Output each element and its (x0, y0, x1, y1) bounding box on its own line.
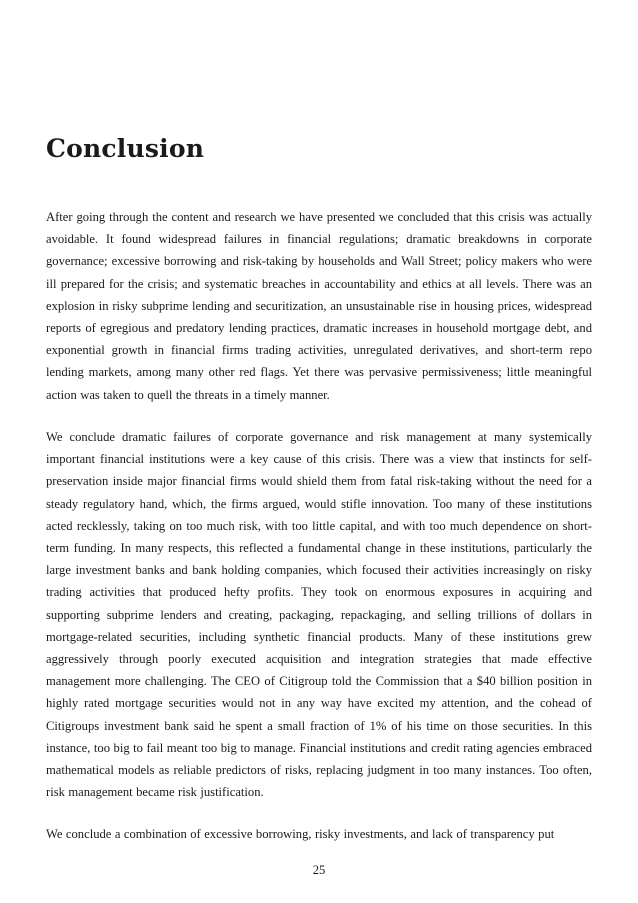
page-number: 25 (312, 863, 326, 877)
section-heading: Conclusion (46, 134, 205, 163)
paragraph-2: We conclude dramatic failures of corporate governance and risk management at many systemically important financial institutions were a key cause of this crisis. There was a view that instincts for self-preservation inside major financial firms would shield them from fatal risk-taking without the need for a steady regulatory hand, which, the firms argued, would stifle innovation. Too many of these institutions acted recklessly, taking on too much risk, with too little capital, and with too much dependence on short-term funding. In many respects, this reflected a fundamental change in these institutions, particularly the large investment banks and bank holding companies, which focused their activities increasingly on risky trading activities that produced hefty profits. They took on enormous exposures in acquiring and supporting subprime lenders and creating, packaging, repackaging, and selling trillions of dollars in mortgage-related securities, including synthetic financial products. Many of these institutions grew aggressively through poorly executed acquisition and integration strategies that made effective management more challenging. The CEO of Citigroup told the Commission that a $40 billion position in highly rated mortgage securities would not in any way have excited my attention, and the cohead of Citigroups investment bank said he spent a small fraction of 1% of his time on those securities. In this instance, too big to fail meant too big to manage. Financial institutions and credit rating agencies embraced mathematical models as reliable predictors of risks, replacing judgment in too many instances. Too often, risk management became risk justification. (46, 430, 592, 800)
paragraph-1: After going through the content and research we have presented we concluded that this crisis was actually avoidable. It found widespread failures in financial regulations; dramatic breakdowns in corporate governance; excessive borrowing and risk-taking by households and Wall Street; policy makers who were ill prepared for the crisis; and systematic breaches in accountability and ethics at all levels. There was an explosion in risky subprime lending and securitization, an unsustainable rise in housing prices, widespread reports of egregious and predatory lending practices, dramatic increases in household mortgage debt, and exponential growth in financial firms trading activities, unregulated derivatives, and short-term repo lending markets, among many other red flags. Yet there was pervasive permissiveness; little meaningful action was taken to quell the threats in a timely manner. (46, 210, 592, 402)
paragraph-3: We conclude a combination of excessive borrowing, risky investments, and lack of transparency put (46, 827, 555, 841)
